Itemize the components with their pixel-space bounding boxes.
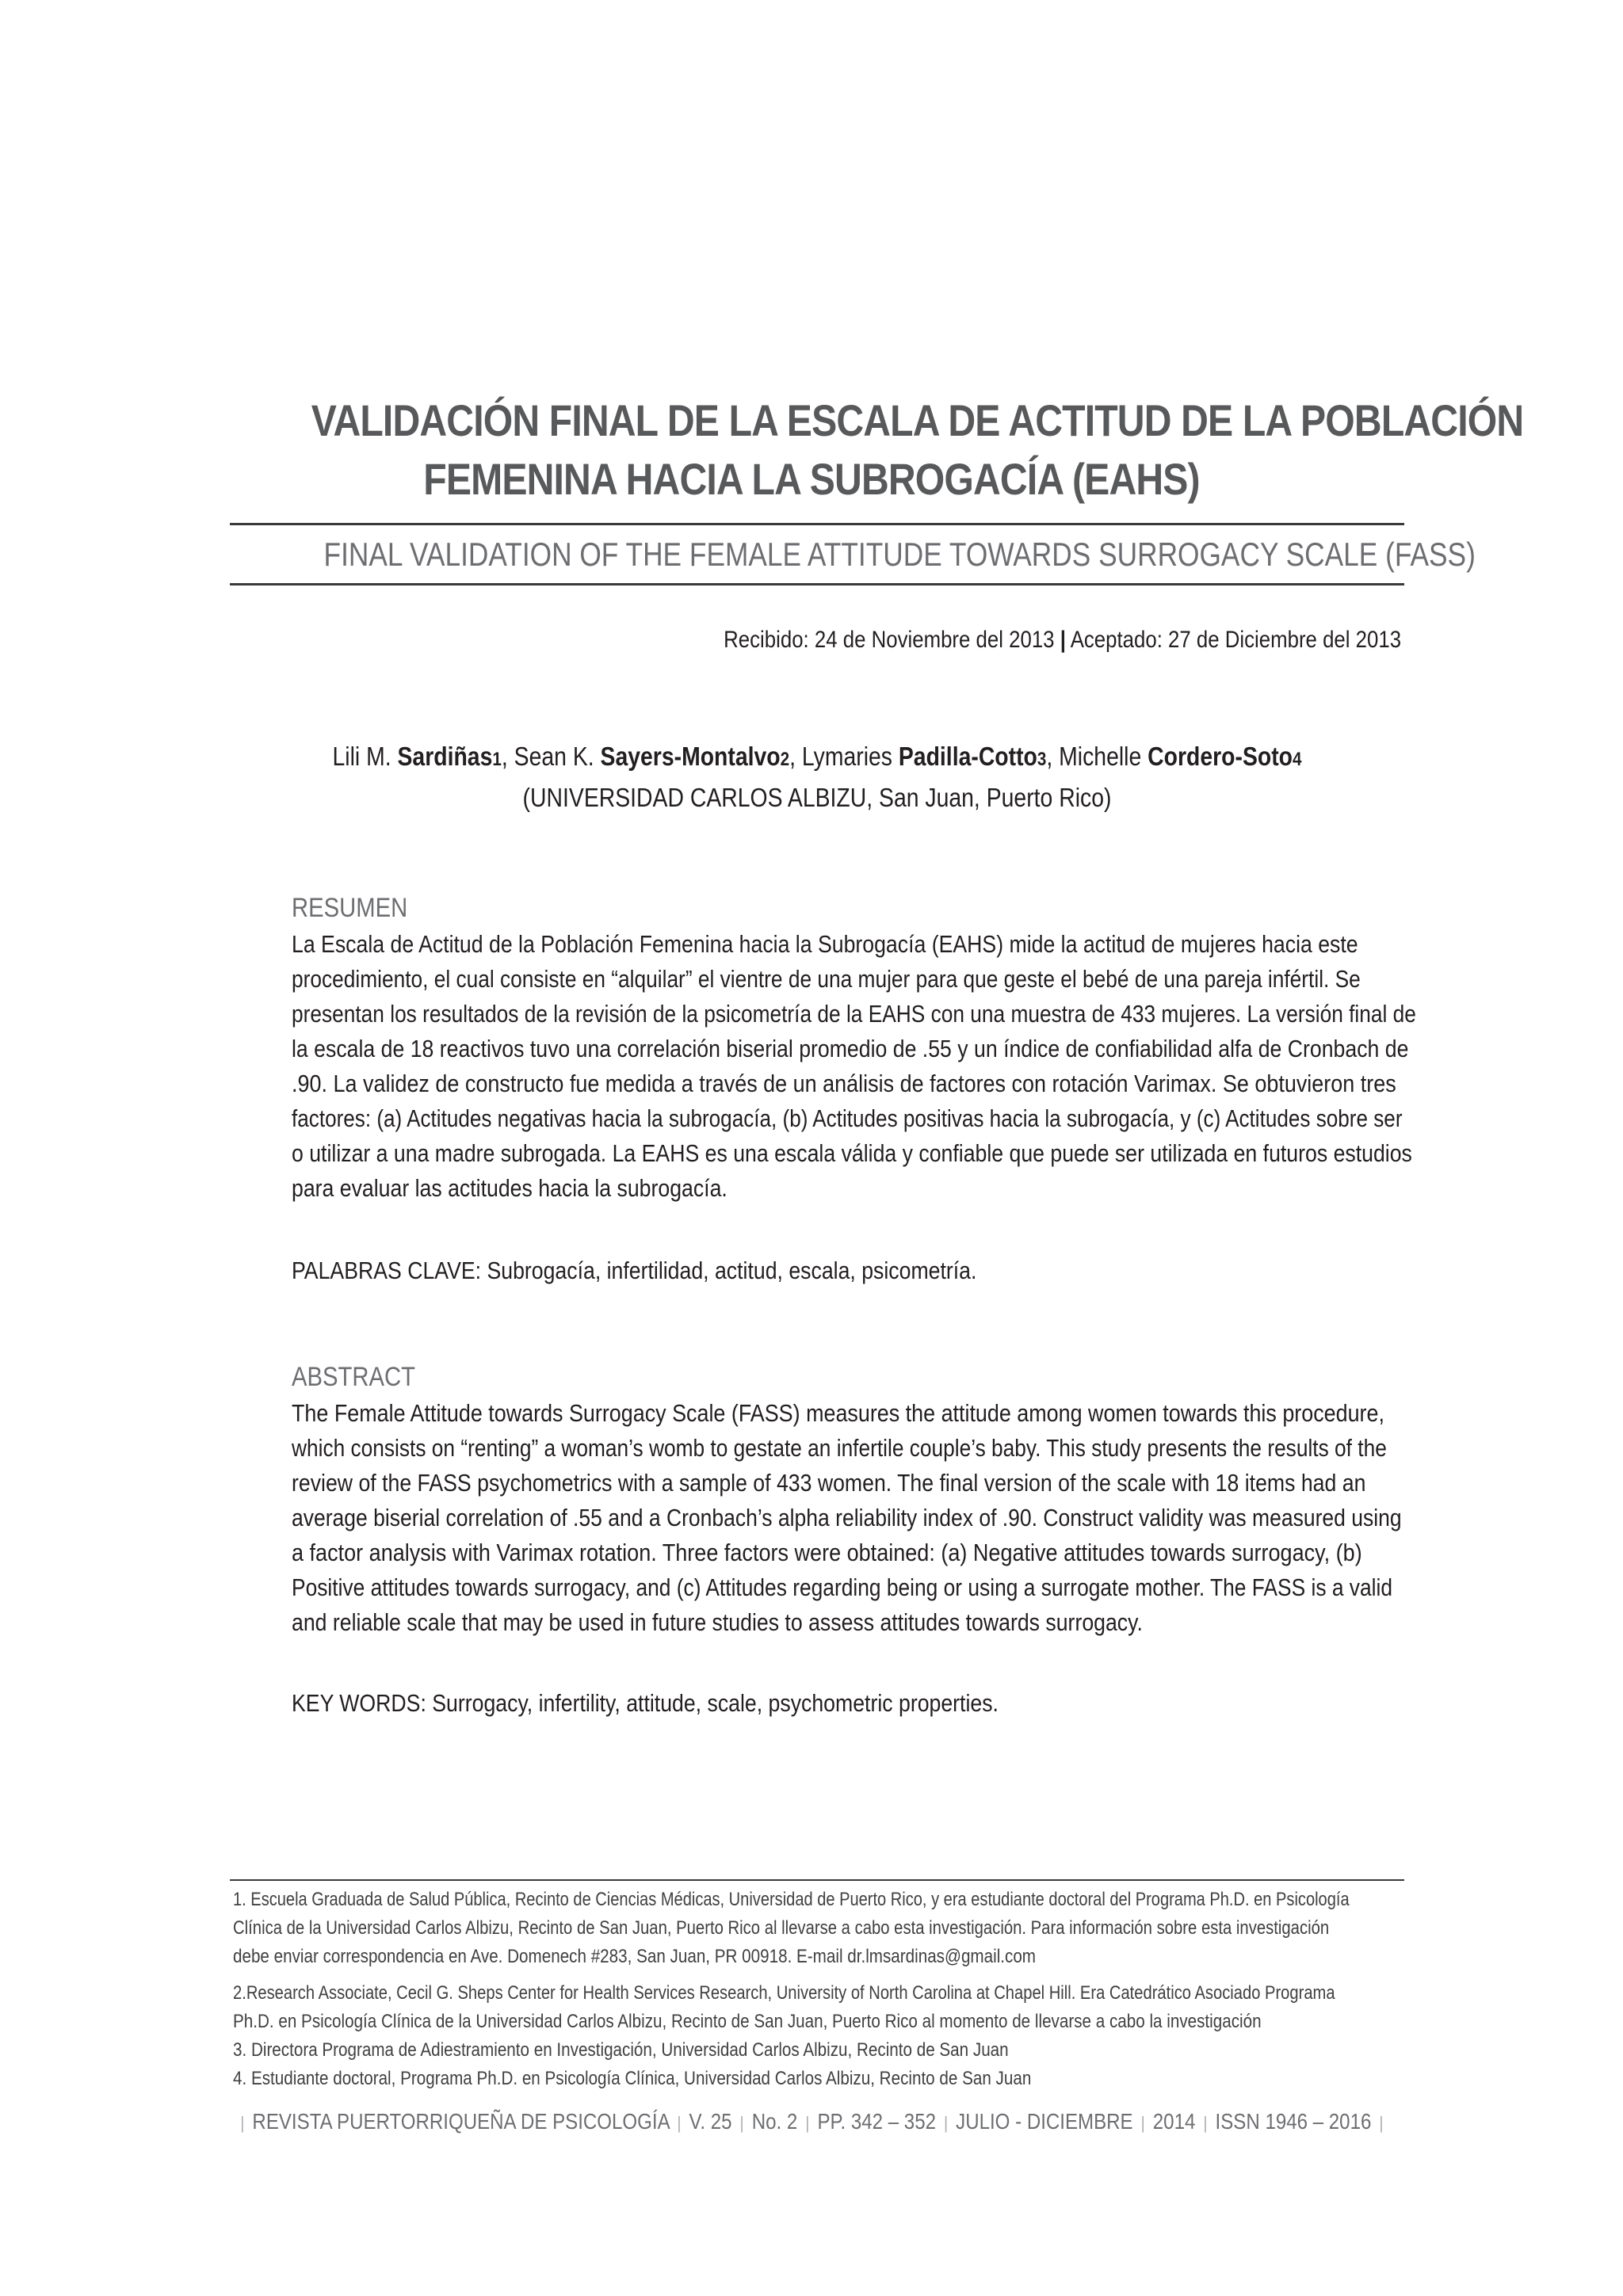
accepted-date: Aceptado: 27 de Diciembre del 2013 [1070, 627, 1401, 653]
footnote-1-line: Clínica de la Universidad Carlos Albizu, Recinto de San Juan, Puerto Rico al llevarse a cabo esta investigación. Para información sobre esta investigación [233, 1917, 1330, 1939]
palabras-clave: PALABRAS CLAVE: Subrogacía, infertilidad, actitud, escala, psicometría. [292, 1257, 977, 1284]
title-spanish-line-1: VALIDACIÓN FINAL DE LA ESCALA DE ACTITUD DE LA POBLACIÓN [311, 395, 1524, 445]
footnote-4-line: 4. Estudiante doctoral, Programa Ph.D. en Psicología Clínica, Universidad Carlos Albizu, Recinto de San Juan [233, 2068, 1032, 2089]
key-words: KEY WORDS: Surrogacy, infertility, attitude, scale, psychometric properties. [292, 1689, 999, 1717]
abstract-heading: ABSTRACT [292, 1362, 415, 1392]
abstract-line: Positive attitudes towards surrogacy, and (c) Attitudes regarding being or using a surrogate mother. The FASS is a valid [292, 1573, 1392, 1601]
resumen-line: La Escala de Actitud de la Población Femenina hacia la Subrogacía (EAHS) mide la actitud de mujeres hacia este [292, 930, 1358, 958]
author-first-name: Michelle [1059, 742, 1142, 771]
journal-pages: PP. 342 – 352 [817, 2109, 936, 2134]
footnote-1-line: debe enviar correspondencia en Ave. Domenech #283, San Juan, PR 00918. E-mail dr.lmsardinas@gmail.com [233, 1946, 1037, 1967]
abstract-line: review of the FASS psychometrics with a sample of 433 women. The final version of the scale with 18 items had an [292, 1469, 1366, 1497]
author-institution: (UNIVERSIDAD CARLOS ALBIZU, San Juan, Puerto Rico) [522, 783, 1112, 812]
date-separator: | [1060, 627, 1066, 653]
footnote-rule [230, 1879, 1404, 1881]
journal-period: JULIO - DICIEMBRE [955, 2109, 1133, 2134]
journal-name: REVISTA PUERTORRIQUEÑA DE PSICOLOGÍA [252, 2109, 669, 2134]
author-first-name: Lili M. [332, 742, 391, 771]
author-separator: , [501, 742, 514, 771]
footnote-2-line: Ph.D. en Psicología Clínica de la Universidad Carlos Albizu, Recinto de San Juan, Puerto Rico al momento de llevarse a cabo la investigación [233, 2011, 1262, 2032]
resumen-line: para evaluar las actitudes hacia la subrogacía. [292, 1174, 727, 1202]
abstract-body [292, 1396, 1404, 1640]
journal-number: No. 2 [751, 2109, 797, 2134]
abstract-line: a factor analysis with Varimax rotation. Three factors were obtained: (a) Negative attitudes towards surrogacy, (b) [292, 1539, 1362, 1566]
resumen-heading: RESUMEN [292, 893, 408, 923]
journal-issn: ISSN 1946 – 2016 [1215, 2109, 1371, 2134]
footnote-1-line: 1. Escuela Graduada de Salud Pública, Recinto de Ciencias Médicas, Universidad de Puerto Rico, y era estudiante doctoral del Programa Ph.D. en Psicología [233, 1889, 1350, 1910]
title-rule-top [230, 523, 1404, 525]
resumen-line: procedimiento, el cual consiste en “alquilar” el vientre de una mujer para que geste el bebé de una pareja infértil. Se [292, 965, 1361, 993]
author-last-name: Sardiñas [397, 742, 493, 771]
author-affiliation-number: 3 [1037, 749, 1047, 770]
journal-volume: V. 25 [689, 2109, 732, 2134]
author-list [312, 738, 1323, 778]
received-accepted-dates [724, 624, 1401, 656]
author-separator: , [789, 742, 802, 771]
author-separator: , [1046, 742, 1060, 771]
resumen-line: o utilizar a una madre subrogada. La EAHS es una escala válida y confiable que puede ser utilizada en futuros estudios [292, 1139, 1412, 1167]
author-affiliation-number: 2 [780, 749, 790, 770]
author-last-name: Cordero-Soto [1148, 742, 1293, 771]
resumen-line: la escala de 18 reactivos tuvo una correlación biserial promedio de .55 y un índice de confiabilidad alfa de Cronbach de [292, 1035, 1409, 1062]
abstract-line: The Female Attitude towards Surrogacy Scale (FASS) measures the attitude among women towards this procedure, [292, 1399, 1384, 1427]
title-rule-bottom [230, 583, 1404, 585]
journal-footer: | REVISTA PUERTORRIQUEÑA DE PSICOLOGÍA | V. 25 | No. 2 | PP. 342 – 352 | JULIO - DICIEMBRE | 2014 | ISSN 1946 – 2016 | [239, 2109, 1384, 2134]
author-last-name: Sayers-Montalvo [600, 742, 781, 771]
abstract-line: and reliable scale that may be used in future studies to assess attitudes towards surrogacy. [292, 1608, 1143, 1636]
title-english: FINAL VALIDATION OF THE FEMALE ATTITUDE TOWARDS SURROGACY SCALE (FASS) [323, 536, 1476, 573]
abstract-line: average biserial correlation of .55 and a Cronbach’s alpha reliability index of .90. Construct validity was measured using [292, 1504, 1402, 1531]
abstract-line: which consists on “renting” a woman’s womb to gestate an infertile couple’s baby. This study presents the results of the [292, 1434, 1387, 1462]
title-spanish-line-2: FEMENINA HACIA LA SUBROGACÍA (EAHS) [423, 454, 1200, 504]
footnote-2-line: 2.Research Associate, Cecil G. Sheps Center for Health Services Research, University of North Carolina at Chapel Hill. Era Catedrático Asociado Programa [233, 1982, 1335, 2004]
resumen-line: .90. La validez de constructo fue medida a través de un análisis de factores con rotación Varimax. Se obtuvieron tres [292, 1070, 1396, 1097]
author-first-name: Lymaries [801, 742, 892, 771]
author-last-name: Padilla-Cotto [898, 742, 1037, 771]
received-date: Recibido: 24 de Noviembre del 2013 [724, 627, 1055, 653]
author-first-name: Sean K. [514, 742, 594, 771]
footnote-3-line: 3. Directora Programa de Adiestramiento en Investigación, Universidad Carlos Albizu, Recinto de San Juan [233, 2039, 1009, 2061]
author-affiliation-number: 1 [492, 749, 502, 770]
author-affiliation-number: 4 [1293, 749, 1302, 770]
journal-year: 2014 [1152, 2109, 1195, 2134]
resumen-line: factores: (a) Actitudes negativas hacia la subrogacía, (b) Actitudes positivas hacia la subrogacía, y (c) Actitudes sobre ser [292, 1104, 1403, 1132]
title-spanish [311, 391, 1524, 509]
resumen-body [292, 927, 1416, 1206]
resumen-line: presentan los resultados de la revisión de la psicometría de la EAHS con una muestra de 433 mujeres. La versión final de [292, 1000, 1416, 1028]
footnotes [233, 1886, 1406, 2093]
